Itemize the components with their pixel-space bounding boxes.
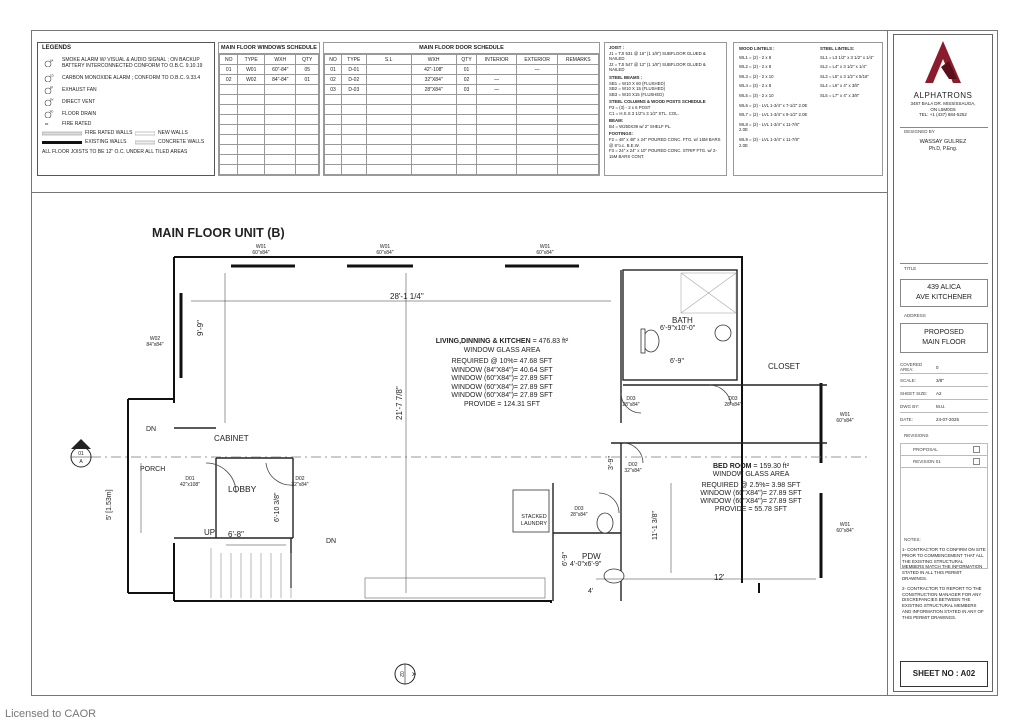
column-header: WXH [411,55,456,65]
svg-text:SA: SA [50,59,54,63]
glass-calc-line: WINDOW (60"X84")= 27.89 SFT [451,375,553,382]
table-cell: 42"-108" [411,65,456,75]
note-item: 2- CONTRACTOR TO REPORT TO THE CONSTRUCTION MANAGER FOR ANY DISCREPANCIES BETWEEN THE EXISTING STRUCTURAL MEMBERS AND INFORMATION STATED IN ANY OF THIS PERMIT DRAWINGS. [902,585,984,620]
table-row [220,135,319,145]
wood-lintel-item: WL4 = (3) - 2 x 8 [739,83,772,89]
table-cell [477,65,516,75]
legend-item [42,72,210,84]
table-cell: 01 [456,65,477,75]
shower-cross [681,273,736,313]
room-area: = 476.83 ft² [532,338,569,345]
dimension-label: 6'-8" [228,530,244,539]
table-row [325,105,599,115]
table-row [325,125,599,135]
column-header: S.L [366,55,411,65]
lintels-panel [733,42,883,176]
room-subtitle: WINDOW GLASS AREA [463,346,541,354]
dimension-label: 21'-7 7/8" [395,386,404,420]
exhaust-fan-icon [42,86,56,94]
table-row [220,115,319,125]
table-cell: 60"-84" [265,65,296,75]
room-bedroom [676,463,826,514]
door-tag-label: D03 [574,506,584,512]
dimension-label: 6'-9" [562,552,569,566]
project-title-line: AVE KITCHENER [916,294,972,301]
wood-lintels-title: WOOD LINTELS : [739,46,775,51]
table-cell: ⁓ [477,75,516,85]
room-closet: CLOSET [768,362,801,371]
wood-lintel-item: WL5 = (3) - 2 x 10 [739,92,774,98]
room-bath-dim: 6'-9"x10'-0" [660,325,696,332]
table-row [325,135,599,145]
meta-label: SCALE: [900,377,917,383]
footings-title: FOOTINGS: [609,131,633,137]
column-header: TYPE [238,55,265,65]
door-size-label: 32"x84" [291,482,309,488]
sheet-description-line: PROPOSED [924,329,964,336]
window-size-label: 60"x84" [252,250,270,256]
table-row [325,65,599,75]
beam-line: B4 = W250X39 w/ 2" SHELF PL. [609,123,672,129]
table-cell [366,85,411,95]
meta-row [900,400,988,413]
room-subtitle: WINDOW GLASS AREA [712,471,790,478]
table-cell: 84"-84" [265,75,296,85]
table-cell: D-01 [342,65,367,75]
door-tag-label: D02 [295,476,305,482]
glass-calc-line: WINDOW (60"X84")= 27.89 SFT [451,392,553,399]
project-title [900,279,988,307]
fire-rated-wall-swatch-icon [42,131,82,136]
table-row [220,85,319,95]
wood-lintel-item: WL3 = (2) - 2 x 10 [739,73,774,79]
window-size-label: 84"x84" [146,342,164,348]
meta-label: DATE: [900,416,913,422]
wood-lintel-item: WL8 = (2) - LVL 1-3/4" x 11-7/8" 2.0E [739,121,800,133]
steel-lintels-title: STEEL LINTELS: [820,46,855,51]
table-cell: 05 [296,65,319,75]
window-tag [530,244,560,256]
laundry-label-line: LAUNDRY [520,520,548,527]
room-cabinet: CABINET [214,434,249,443]
window-size-label: 60"x84" [536,250,554,256]
legend-walls-row [42,129,210,138]
dimension-label: 4' [588,588,594,595]
door-tag-label: D03 [626,396,636,402]
legend-title: LEGENDS [42,45,72,51]
room-living [414,338,590,409]
door-size-label: 42"x108" [180,482,200,488]
door-tag-label: D01 [185,476,195,482]
table-cell: ⁓ [477,85,516,95]
meta-value: 3/8" [936,377,944,383]
table-cell: D-03 [342,85,367,95]
table-row [325,95,599,105]
table-cell [516,75,558,85]
svg-text:DV: DV [50,98,54,102]
window-tag-label: W01 [539,244,551,250]
table-cell: 03 [456,85,477,95]
concrete-wall-swatch-icon [135,140,155,145]
window-tag [246,244,276,256]
titleblock-divider [887,30,888,696]
stair-up-label: UP [204,528,216,537]
smoke-alarm-icon [42,59,56,67]
legend-item [42,120,210,129]
legend-panel [37,42,215,176]
address-line: ON L5M0G5 [930,106,956,112]
section-tag-number: 01 [78,451,84,457]
legend-wall-label: NEW WALLS [158,130,188,137]
table-row [325,115,599,125]
footing-line: F2 = 48" x 48" x 24" POURED CONC. FTG. w/ 15M BARS @ 8"o.c. B.E.W. [609,136,721,148]
room-pdw-dim: 4'-0"x6'-9" [570,561,602,568]
beam-title: BEAM: [609,118,624,124]
company-address [894,101,992,118]
column-header: NO [220,55,238,65]
divider [900,263,988,264]
steel-lintel-item: SL3 = L5" x 3 1/2" x 5/16" [820,73,869,79]
window-tag [830,412,860,424]
table-cell: 28"X84" [411,85,456,95]
structural-notes [604,42,727,176]
stair-dn-label: DN [326,538,337,545]
room-pdw-name: PDW [582,552,601,561]
glass-calc-line: WINDOW (60"X84")= 27.89 SFT [700,498,802,505]
floor-drain-icon [42,110,56,118]
company-name: ALPHATRONS [913,91,973,100]
section-tag-ref: A [410,672,416,676]
room-area: = 159.30 ft² [753,463,790,470]
window-tag [140,336,170,348]
stair-dn-label: DN [146,426,157,433]
existing-wall-swatch-icon [42,140,82,145]
designed-by-label: DESIGNED BY [904,129,935,134]
exterior-walls [128,257,759,603]
legend-item-label: DIRECT VENT [62,98,96,105]
column-header: QTY [296,55,319,65]
legend-items [42,54,210,156]
meta-row [900,374,988,387]
sheet-description [900,323,988,353]
window-tag [370,244,400,256]
revision-checkbox[interactable] [973,446,980,453]
title-label: TITLE [904,266,917,271]
revision-label: PROPOSAL [913,447,938,452]
meta-value: 24-07-2025 [936,416,960,422]
steel-lintel-item: SL5 = L7" x 4" x 3/8" [820,92,860,98]
door-tag [618,396,644,408]
address-line: 3487 BALA DR. MISSISSAUGA, [910,101,976,106]
column-line: P3 = (3) - 2 x 6 POST [609,104,651,110]
sheet-description-line: MAIN FLOOR [922,339,966,346]
address-label: ADDRESS [904,313,926,318]
designer-name: WASSAY GULREZ [919,139,967,145]
table-row [325,145,599,155]
column-header: EXTERIOR [516,55,558,65]
notes-label: NOTES: [904,537,921,542]
wood-lintel-item: WL1 = (2) - 2 x 8 [739,54,772,60]
dimension-label: 12' [714,573,725,582]
glass-calc-line: PROVIDE = 124.31 SFT [463,400,541,408]
steel-beam-line: SB3 = W10 X15 (FLUSHED) [609,91,664,97]
divider [900,127,988,128]
column-header: INTERIOR [477,55,516,65]
table-cell: W01 [238,65,265,75]
legend-walls-row [42,138,210,147]
room-lobby: LOBBY [228,484,257,494]
co-alarm-icon [42,74,56,82]
table-cell: 02 [456,75,477,85]
legend-item-label: EXHAUST FAN [62,86,97,93]
legend-item-label: SMOKE ALARM W/ VISUAL & AUDIO SIGNAL ; ON BACKUP BATTERY INTERCONNECTED CONFORM TO O.B.C. 9.10.19 [62,56,203,69]
table-cell: 32"X84" [411,75,456,85]
meta-label: SHEET SIZE: [900,390,928,396]
meta-value: A2 [936,390,942,396]
joist-line: J1 = TJI 531 @ 16" (1 1/8") SUBFLOOR GLUED & NAILED [609,50,706,62]
fire-rated-icon [42,121,56,129]
table-row [220,125,319,135]
legend-item [42,84,210,96]
window-tag-label: W01 [839,412,851,418]
svg-text:FD: FD [50,110,54,114]
door-tag [720,396,746,408]
table-row [325,85,599,95]
meta-row [900,387,988,400]
window-tag [830,522,860,534]
window-tag-label: W02 [149,336,161,342]
designer-title: Ph.D, P.Eng. [928,146,958,152]
table-cell: ⁓ [516,65,558,75]
license-watermark: Licensed to CAOR [5,708,97,720]
door-tag [566,506,592,518]
door-tag [620,462,646,474]
steel-beams-title: STEEL BEAMS : [609,74,643,80]
wood-lintel-item: WL2 = (2) - 2 x 8 [739,64,772,70]
title-block [893,34,993,692]
meta-table [900,361,988,426]
window-tag-label: W01 [839,522,851,528]
door-size-label: 32"x84" [624,468,642,474]
dimension-label: 6'-9" [670,358,684,365]
room-bath-name: BATH [672,316,693,325]
svg-text:EF: EF [50,86,54,90]
window-size-label: 60"x84" [376,250,394,256]
notes-body [902,547,986,621]
window-tag-label: W01 [255,244,267,250]
columns-title: STEEL COLUMNS & WOOD POSTS SCHEDULE [609,99,706,105]
windows-schedule-table [219,54,319,175]
table-row [220,145,319,155]
footing-line: F3 = 24" x 24" x 10" POURED CONC. STRIP FTG. w/ 2-15M BARS CONT. [609,148,717,159]
door-schedule-table [324,54,599,175]
legend-item-label: FLOOR DRAIN [62,110,97,117]
glass-calc-line: WINDOW (60"X84")= 27.89 SFT [700,490,802,497]
note-item: 1- CONTRACTOR TO CONFIRM ON SITE PRIOR TO COMMENCEMENT THAT ALL THE EXISTING STRUCTURAL MEMBERS MATCH THE INFORMATION STATED IN ALL THIS PERMIT DRAWINGS. [902,547,986,581]
table-header-row [325,55,599,65]
svg-text:CO: CO [50,74,54,78]
table-cell: 01 [325,65,342,75]
table-cell: 01 [220,65,238,75]
dimension-label: 9'-9" [196,320,205,336]
legend-wall-label: FIRE RATED WALLS [85,130,133,137]
door-tag-label: D03 [728,396,738,402]
table-row [325,165,599,175]
revision-row [900,456,988,468]
door-schedule-title: MAIN FLOOR DOOR SCHEDULE [324,43,599,54]
sheet-number: SHEET NO : A02 [900,661,988,687]
plan-title: MAIN FLOOR UNIT (B) [152,226,285,240]
column-header: TYPE [342,55,367,65]
legend-wall-label: EXISTING WALLS [85,139,127,146]
section-tag-number: 02 [398,671,404,677]
room-name: BED ROOM [712,463,752,470]
legend-note: ALL FLOOR JOISTS TO BE 12" O.C. UNDER ALL TILED AREAS [42,149,188,155]
table-row [325,155,599,165]
door-size-label: 28"x84" [622,402,640,408]
glass-calc-line: REQUIRED @ 10%= 47.68 SFT [451,358,553,365]
new-wall-swatch-icon [135,131,155,136]
table-cell [558,75,599,85]
door-size-label: 28"x84" [724,402,742,408]
kitchen-counter [365,578,545,598]
steel-beam-line: SB1 = W10 X 60 (FLUSHED) [609,80,665,86]
door-size-label: 28"x84" [570,512,588,518]
direct-vent-icon [42,98,56,106]
meta-value: M.U. [936,403,946,409]
legend-item [42,96,210,108]
svg-text:FR: FR [45,122,49,126]
legend-item-label: CARBON MONOXIDE ALARM ; CONFORM TO O.B.C. 9.33.4 [62,74,201,81]
steel-lintel-item: SL2 = L4" x 3 1/2" x 1/4" [820,64,867,70]
dimension-label: 28'-1 1/4" [390,292,424,301]
table-cell: 01 [296,75,319,85]
column-header: REMARKS [558,55,599,65]
table-cell [516,85,558,95]
door-tag [287,476,313,488]
room-name: LIVING,DINNING & KITCHEN [435,338,531,345]
section-tag-ref: A [79,459,83,465]
table-cell: 02 [220,75,238,85]
column-header: WXH [265,55,296,65]
stairs [211,548,291,598]
dimension-label: 5' [1.53m] [106,489,113,520]
meta-row [900,413,988,426]
revisions-label: REVISIONS [904,433,929,438]
project-title-line: 439 ALICA [927,284,961,291]
door-tag-label: D02 [628,462,638,468]
revision-row [900,443,988,456]
column-line: C1 = H.S.S 3 1/2"x 3 1/2" STL. COL. [609,110,679,116]
table-row [220,95,319,105]
company-logo-icon [919,39,969,85]
table-cell [366,75,411,85]
wood-lintel-item: WL6 = (2) - LVL 1-3/4" x 7-1/2" 2.0E [739,102,808,108]
windows-schedule-title: MAIN FLOOR WINDOWS SCHEDULE [219,43,319,54]
legend-item [42,108,210,120]
steel-beam-line: SB2 = W10 X 15 (FLUSHED) [609,86,665,92]
legend-wall-label: CONCRETE WALLS [158,139,205,146]
door-schedule [323,42,600,176]
table-cell: W02 [238,75,265,85]
windows-schedule [218,42,320,176]
column-header: QTY [456,55,477,65]
meta-label: COVERED AREA: [900,362,923,372]
table-cell [558,65,599,75]
table-row [220,65,319,75]
laundry-label-line: STACKED [521,514,547,520]
meta-row [900,361,988,374]
glass-calc-line: WINDOW (84"X84")= 40.64 SFT [451,366,553,374]
table-row [325,75,599,85]
glass-calc-line: WINDOW (60"X84")= 27.89 SFT [451,383,553,391]
address-line: TEL: +1 (437) 684-5252 [919,112,967,117]
revision-label: REVISION 01 [913,459,941,464]
dimension-lines [141,273,816,593]
table-cell: 03 [325,85,342,95]
dimension-label: 6'-10 3/8" [274,492,281,522]
table-row [220,75,319,85]
room-porch: PORCH [140,466,166,473]
glass-calc-line: PROVIDE = 55.78 SFT [714,506,788,513]
window-size-label: 60"x84" [836,418,854,424]
legend-item-label: FIRE RATED [62,121,92,128]
floor-plan [31,193,887,696]
table-header-row [220,55,319,65]
meta-value: 0 [936,364,939,370]
laundry-label [516,514,552,527]
table-cell: 02 [325,75,342,85]
table-cell: D-02 [342,75,367,85]
table-row [220,105,319,115]
steel-lintel-item: SL4 = L6" x 4" x 3/8" [820,83,860,89]
table-cell [366,65,411,75]
dimension-label: 3'-9" [608,456,615,470]
interior-walls [174,270,827,601]
dimension-label: 11'-1 3/8" [652,511,659,540]
column-header: NO [325,55,342,65]
wood-lintel-item: WL9 = (3) - LVL 1-3/4" x 11-7/8" 2.0E [739,136,800,148]
joist-line: J2 = TJI 547 @ 12" (1 1/8") SUBFLOOR GLUED & NAILED [609,61,706,73]
window-tag-label: W01 [379,244,391,250]
steel-lintel-item: SL1 = L3 1/2" x 3 1/2" x 1/4" [820,54,874,60]
glass-calc-line: REQUIRED @ 2.5%= 3.98 SFT [701,482,801,489]
meta-label: DWG BY: [900,403,920,409]
joist-title: JOIST : [609,45,625,50]
door-tag [176,476,204,488]
window-size-label: 60"x84" [836,528,854,534]
wood-lintel-item: WL7 = (2) - LVL 1-3/4" x 9-1/2" 2.0E [739,112,808,118]
revision-checkbox[interactable] [973,458,980,465]
table-row [220,155,319,165]
legend-item [42,54,210,72]
table-row [220,165,319,175]
table-cell [558,85,599,95]
